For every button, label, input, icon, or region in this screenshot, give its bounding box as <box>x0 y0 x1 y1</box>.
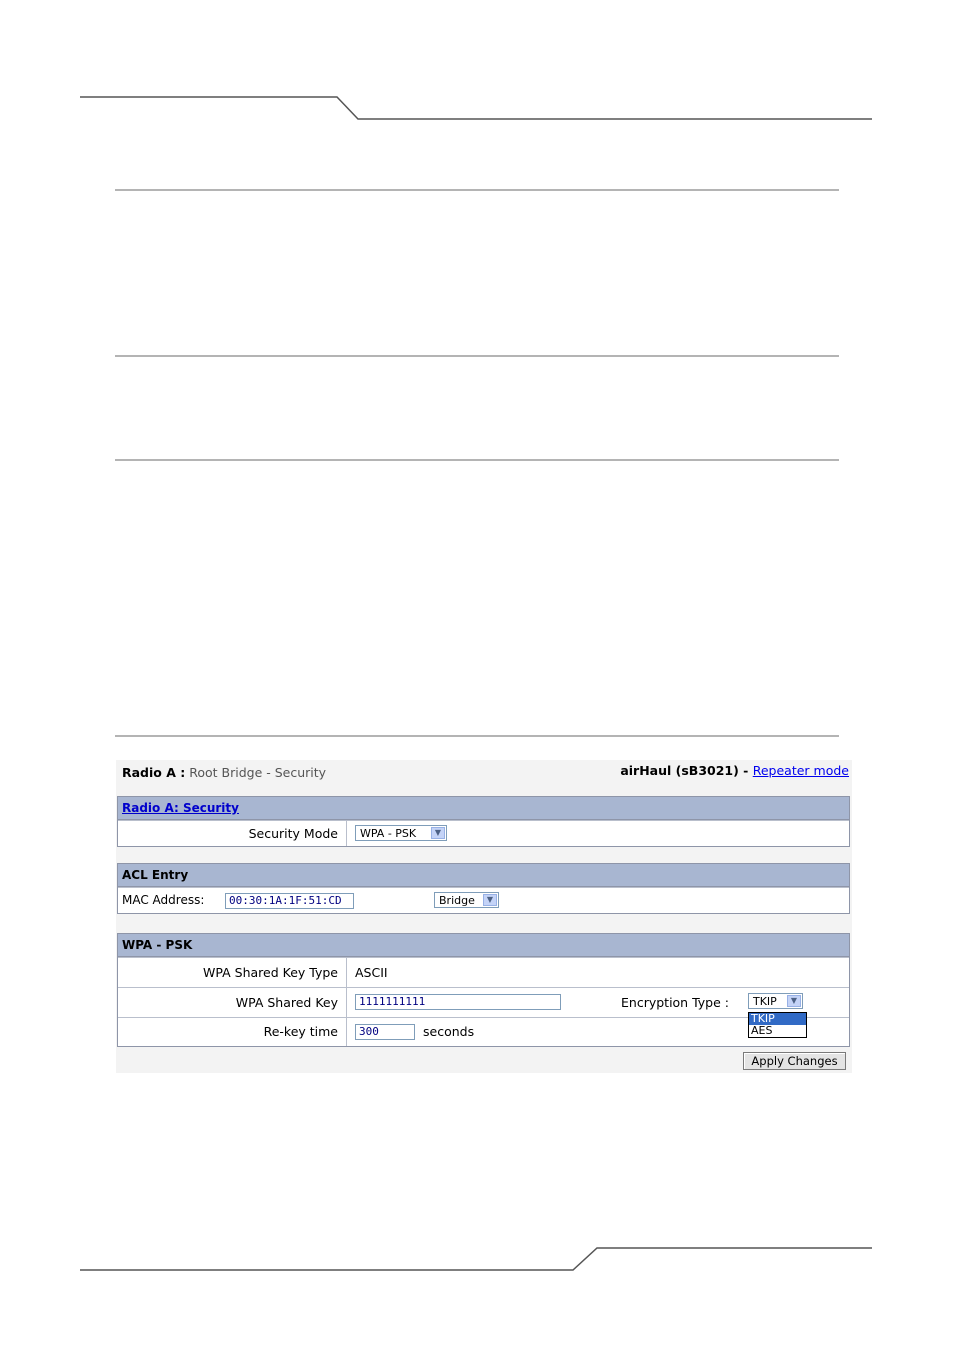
device-name: airHaul (sB3021) - <box>620 763 749 778</box>
section-divider <box>115 735 839 737</box>
page-footer-line <box>0 1240 954 1280</box>
mac-address-input[interactable]: 00:30:1A:1F:51:CD <box>225 893 354 909</box>
shared-key-input[interactable]: 1111111111 <box>355 994 561 1010</box>
option-aes[interactable]: AES <box>751 1024 773 1037</box>
security-mode-value: WPA - PSK <box>360 827 417 840</box>
chevron-down-icon: ▼ <box>483 894 497 906</box>
mac-address-label: MAC Address: <box>122 893 205 907</box>
key-type-label: WPA Shared Key Type <box>118 958 347 987</box>
security-settings-screen <box>116 760 852 1073</box>
security-panel <box>117 796 850 847</box>
encryption-type-value: TKIP <box>753 995 777 1008</box>
encryption-type-select[interactable] <box>748 993 803 1009</box>
page-title <box>122 765 326 780</box>
key-type-value: ASCII <box>355 965 388 980</box>
section-divider <box>115 355 839 357</box>
rekey-label: Re-key time <box>118 1018 347 1046</box>
shared-key-label: WPA Shared Key <box>118 988 347 1017</box>
rekey-unit: seconds <box>423 1024 475 1039</box>
acl-panel-title: ACL Entry <box>118 864 849 887</box>
acl-type-value: Bridge <box>439 894 475 907</box>
apply-changes-button[interactable]: Apply Changes <box>743 1052 846 1070</box>
encryption-type-dropdown <box>748 1012 807 1038</box>
chevron-down-icon: ▼ <box>787 995 801 1007</box>
encryption-type-label: Encryption Type : <box>621 995 729 1010</box>
section-divider <box>115 189 839 191</box>
device-info <box>620 763 849 778</box>
acl-type-select[interactable] <box>434 892 499 908</box>
chevron-down-icon: ▼ <box>431 827 445 839</box>
repeater-mode-link[interactable]: Repeater mode <box>752 763 849 778</box>
security-mode-label: Security Mode <box>118 821 347 846</box>
radio-label: Radio A : <box>122 765 186 780</box>
rekey-input[interactable]: 300 <box>355 1024 415 1040</box>
wpa-psk-panel <box>117 933 850 1047</box>
option-tkip[interactable]: TKIP <box>749 1013 806 1025</box>
radio-security-link[interactable]: Radio A: Security <box>122 801 239 815</box>
acl-entry-panel <box>117 863 850 914</box>
breadcrumb: Root Bridge - Security <box>189 765 327 780</box>
section-divider <box>115 459 839 461</box>
wpa-panel-title: WPA - PSK <box>118 934 849 957</box>
security-mode-select[interactable] <box>355 825 447 841</box>
security-panel-title <box>118 797 849 820</box>
page-header-line <box>0 0 954 130</box>
